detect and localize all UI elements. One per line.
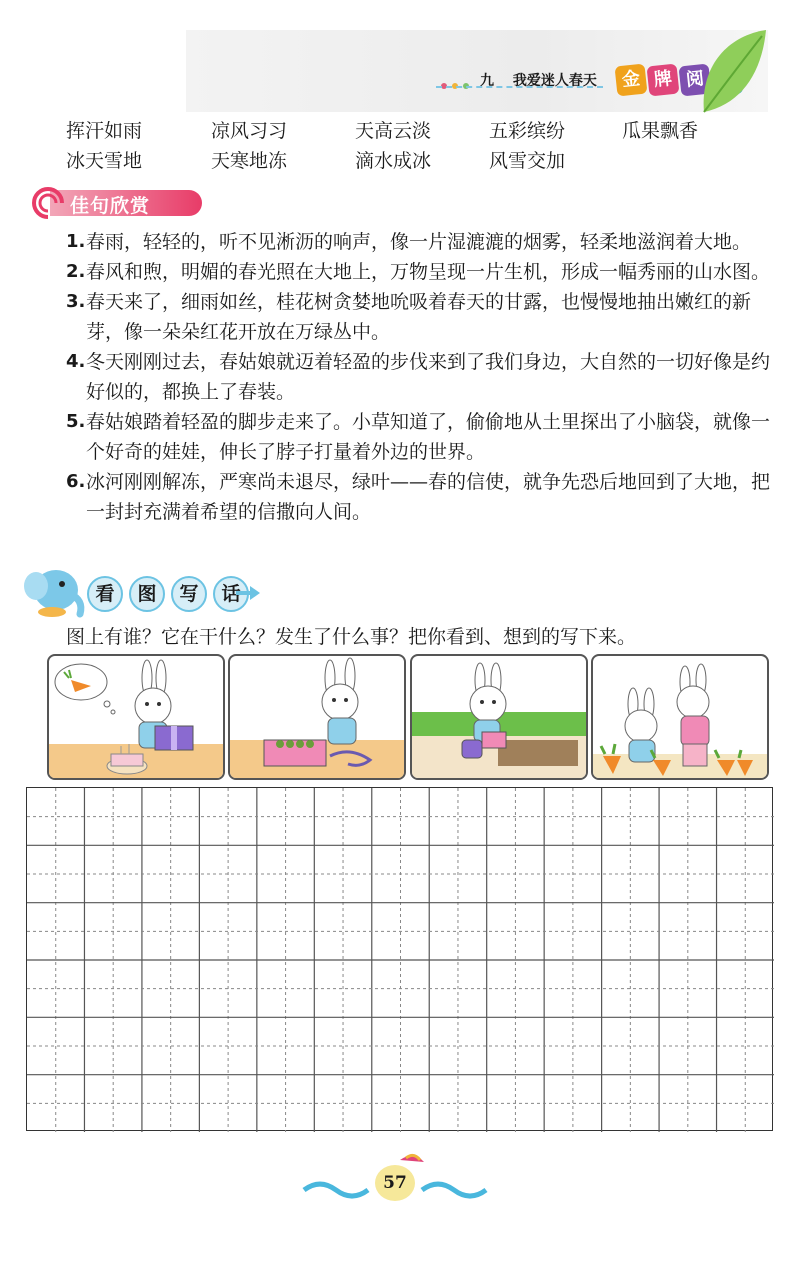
item-number: 2.	[66, 261, 86, 282]
item-text: 冰河刚刚解冻，严寒尚未退尽，绿叶——春的信使，就争先恐后地回到了大地，把一封封充满着希望的信撒向人间。	[86, 471, 771, 523]
unit-title: 我爱迷人春天	[512, 73, 597, 89]
leaf-icon	[696, 28, 768, 118]
vocab-word: 五彩缤纷	[489, 120, 566, 142]
page-header	[186, 30, 768, 112]
item-text: 春雨，轻轻的，听不见淅沥的响声，像一片湿漉漉的烟雾，轻柔地滋润着大地。	[86, 231, 752, 253]
rabbits-carrots-illustration	[593, 656, 767, 778]
item-text: 春天来了，细雨如丝，桂花树贪婪地吮吸着春天的甘露，也慢慢地抽出嫩红的新芽，像一朵朵红花开放在万绿丛中。	[86, 291, 752, 343]
list-item	[66, 227, 778, 257]
list-item	[66, 467, 778, 527]
vocab-word: 挥汗如雨	[66, 120, 143, 142]
list-item	[66, 347, 778, 407]
title-char: 图	[129, 576, 165, 612]
list-item	[66, 257, 778, 287]
item-text: 冬天刚刚过去，春姑娘就迈着轻盈的步伐来到了我们身边，大自然的一切好像是约好似的，都换上了春装。	[86, 351, 771, 403]
vocab-word: 天高云淡	[355, 120, 432, 142]
rabbit-gift-illustration	[49, 656, 223, 778]
decorative-dots	[441, 74, 474, 93]
unit-number: 九	[480, 73, 494, 89]
vocabulary-block	[66, 116, 766, 176]
arrow-right-icon	[236, 584, 262, 602]
vocab-word: 瓜果飘香	[622, 120, 699, 142]
rabbit-planting-illustration	[412, 656, 586, 778]
vocab-word: 风雪交加	[489, 150, 566, 172]
header-dashed-line	[436, 86, 603, 88]
item-text: 春风和煦，明媚的春光照在大地上，万物呈现一片生机，形成一幅秀丽的山水图。	[86, 261, 771, 283]
vocab-word: 冰天雪地	[66, 150, 143, 172]
picture-panel-3	[410, 654, 588, 780]
section-heading-picture-writing	[22, 560, 272, 620]
item-number: 3.	[66, 291, 86, 312]
vocab-word: 滴水成冰	[355, 150, 432, 172]
brand-char: 金	[615, 64, 648, 97]
writing-grid-lines	[27, 788, 774, 1132]
list-item	[66, 407, 778, 467]
item-number: 5.	[66, 411, 86, 432]
title-char: 看	[87, 576, 123, 612]
item-number: 6.	[66, 471, 86, 492]
vocab-word: 凉风习习	[211, 120, 288, 142]
item-text: 春姑娘踏着轻盈的脚步走来了。小草知道了，偷偷地从土里探出了小脑袋，就像一个好奇的娃娃，伸长了脖子打量着外边的世界。	[86, 411, 771, 463]
rabbit-open-box-illustration	[230, 656, 404, 778]
item-number: 4.	[66, 351, 86, 372]
swirl-icon	[28, 187, 68, 221]
page-footer	[300, 1150, 500, 1210]
section-title	[87, 576, 255, 612]
title-char: 话	[213, 576, 249, 612]
section-heading-sentences	[28, 187, 178, 219]
vocab-row	[66, 116, 766, 146]
section-title: 佳句欣赏	[70, 195, 151, 217]
page-number: 57	[375, 1165, 415, 1201]
list-item	[66, 287, 778, 347]
writing-prompt: 图上有谁？它在干什么？发生了什么事？把你看到、想到的写下来。	[66, 626, 637, 648]
picture-panel-4	[591, 654, 769, 780]
elephant-icon	[22, 560, 88, 620]
title-char: 写	[171, 576, 207, 612]
writing-grid[interactable]	[26, 787, 773, 1131]
brand-char: 阅	[679, 64, 712, 97]
picture-panel-2	[228, 654, 406, 780]
vocab-word: 天寒地冻	[211, 150, 288, 172]
brand-char: 牌	[647, 64, 680, 97]
item-number: 1.	[66, 231, 86, 252]
vocab-row	[66, 146, 766, 176]
sentence-list	[66, 227, 778, 527]
picture-panel-1	[47, 654, 225, 780]
